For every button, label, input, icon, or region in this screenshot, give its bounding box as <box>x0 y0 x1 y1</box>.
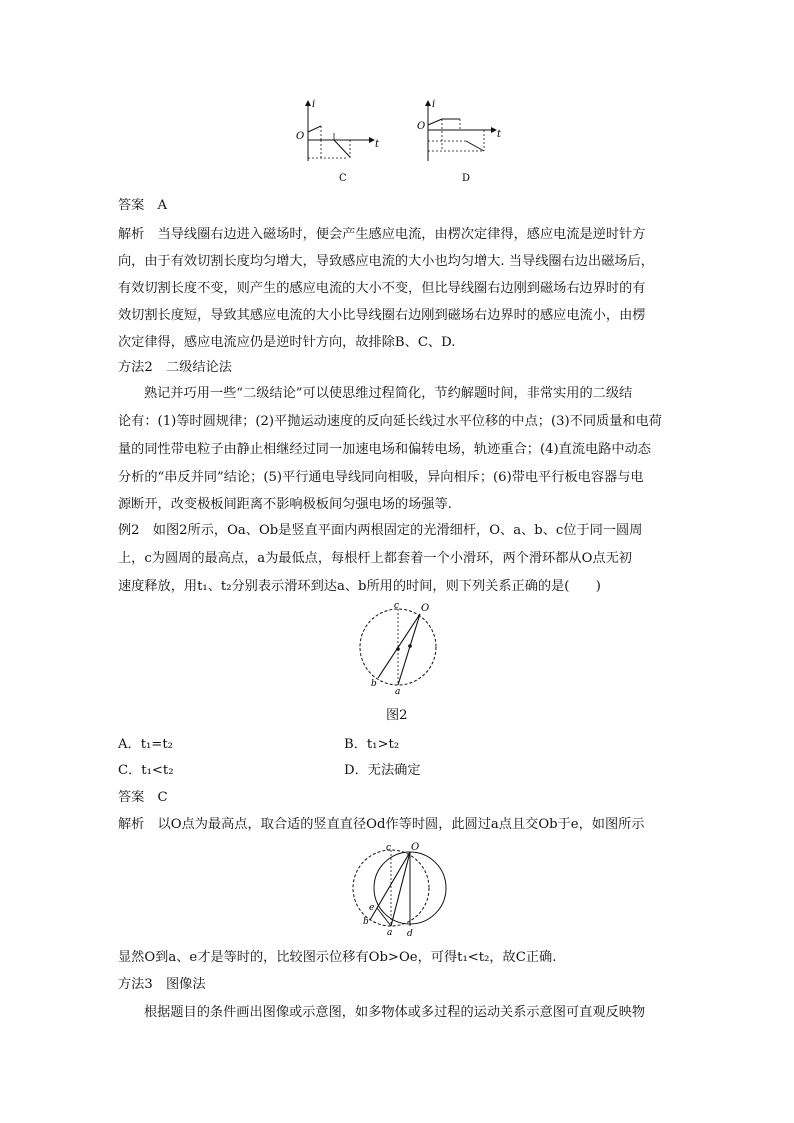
figure-3-label-o: O <box>411 842 420 853</box>
figure-2-label-o: O <box>421 603 430 614</box>
method-2-line-1: 熟记并巧用一些“二级结论”可以使思维过程简化，节约解题时间，非常实用的二级结 <box>144 386 633 401</box>
graph-d-x-label: t <box>497 129 502 140</box>
graph-d-y-label: i <box>432 99 436 110</box>
graph-c-origin: O <box>296 131 305 142</box>
figure-3-label-d: d <box>407 929 413 939</box>
figure-3-label-a: a <box>387 928 393 938</box>
figure-2-caption: 图2 <box>386 708 408 723</box>
method-3-body: 根据题目的条件画出图像或示意图，如多物体或多过程的运动关系示意图可直观反映物 <box>144 1005 646 1020</box>
method-3-title: 方法3 图像法 <box>118 977 206 992</box>
option-c: C．t₁<t₂ <box>118 763 174 778</box>
graph-d <box>410 95 510 190</box>
answer-2: 答案 C <box>118 790 168 805</box>
option-b: B．t₁>t₂ <box>344 737 400 752</box>
figure-3-label-b: b <box>363 917 369 927</box>
example-2-line-1: 例2 如图2所示，Oa、Ob是竖直平面内两根固定的光滑细杆，O、a、b、c位于同一圆周 <box>118 523 643 538</box>
answer-1: 答案 A <box>118 198 168 213</box>
analysis-1-line-3: 有效切割长度不变，则产生的感应电流的大小不变，但比导线圈右边刚到磁场右边界时的有 <box>118 281 646 296</box>
figure-2 <box>358 602 448 697</box>
figure-3-label-e: e <box>369 903 375 913</box>
method-2-line-2: 论有：(1)等时圆规律；(2)平抛运动速度的反向延长线过水平位移的中点；(3)不同质量和电荷 <box>118 414 662 429</box>
figure-3 <box>350 840 455 940</box>
analysis-2: 解析 以O点为最高点，取合适的竖直直径Od作等时圆，此圆过a点且交Ob于e，如图所示 <box>118 817 645 832</box>
method-2-line-5: 源断开，改变极板间距离不影响极板间匀强电场的场强等. <box>118 497 452 512</box>
figure-3-label-c: c <box>386 843 392 853</box>
analysis-1-line-5: 次定律得，感应电流应仍是逆时针方向，故排除B、C、D. <box>118 335 456 350</box>
example-2-line-2: 上，c为圆周的最高点，a为最低点，每根杆上都套着一个小滑环，两个滑环都从O点无初 <box>118 551 632 566</box>
option-d: D．无法确定 <box>344 763 421 778</box>
conclusion: 显然O到a、e才是等时的，比较图示位移有Ob>Oe，可得t₁<t₂，故C正确. <box>118 950 557 965</box>
analysis-1-line-2: 向，由于有效切割长度均匀增大，导致感应电流的大小也均匀增大. 当导线圈右边出磁场后， <box>118 254 654 269</box>
method-2-line-3: 量的同性带电粒子由静止相继经过同一加速电场和偏转电场，轨迹重合；(4)直流电路中动态 <box>118 442 651 457</box>
graph-c <box>288 95 388 190</box>
option-a: A．t₁=t₂ <box>118 737 173 752</box>
analysis-1-line-1: 解析 当导线圈右边进入磁场时，便会产生感应电流，由楞次定律得，感应电流是逆时针方 <box>118 227 646 242</box>
figure-2-label-b: b <box>371 679 377 689</box>
graph-c-caption: C <box>339 173 347 184</box>
figure-2-label-c: c <box>394 602 400 611</box>
graph-d-caption: D <box>462 173 471 184</box>
graph-c-x-label: t <box>375 139 380 150</box>
analysis-1-line-4: 效切割长度短，导致其感应电流的大小比导线圈右边刚到磁场右边界时的感应电流小，由楞 <box>118 308 646 323</box>
figure-2-label-a: a <box>395 687 401 697</box>
method-2-title: 方法2 二级结论法 <box>118 360 232 375</box>
graph-d-origin: O <box>417 121 426 132</box>
method-2-line-4: 分析的“串反并同”结论；(5)平行通电导线同向相吸，异向相斥；(6)带电平行板电容器与电 <box>118 470 644 485</box>
example-2-line-3: 速度释放，用t₁、t₂分别表示滑环到达a、b所用的时间，则下列关系正确的是( ) <box>118 579 601 594</box>
graph-c-y-label: i <box>312 99 316 110</box>
